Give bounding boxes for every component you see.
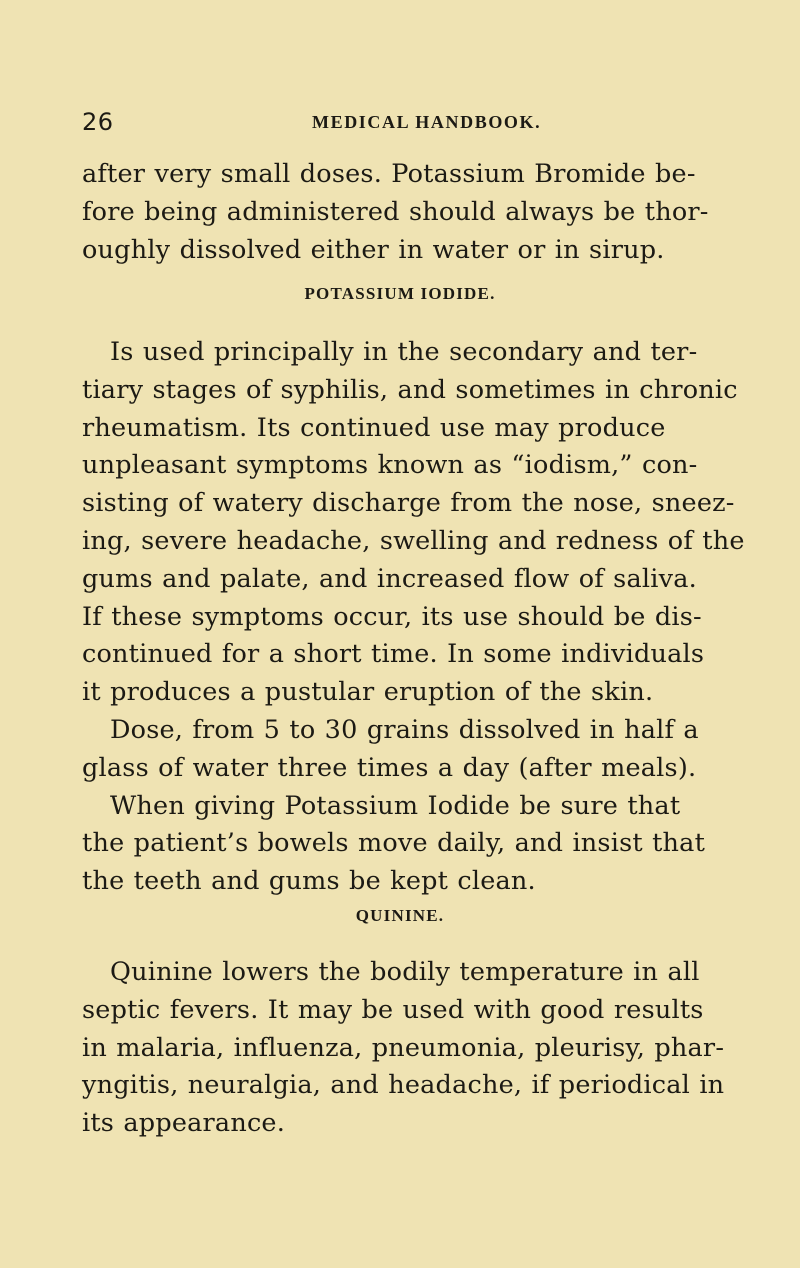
text-line: the patient’s bowels move daily, and insist that bbox=[82, 828, 706, 859]
text-line: septic fevers. It may be used with good results bbox=[82, 994, 704, 1025]
text-line: continued for a short time. In some individuals bbox=[82, 639, 705, 670]
text-line: after very small doses. Potassium Bromide be- bbox=[82, 159, 696, 189]
text-line: it produces a pustular eruption of the skin. bbox=[82, 677, 654, 708]
quinine-body bbox=[82, 954, 725, 1143]
page-number: 26 bbox=[82, 108, 114, 136]
text-line: Quinine lowers the bodily temperature in all bbox=[110, 957, 700, 987]
text-line: the teeth and gums be kept clean. bbox=[82, 866, 536, 897]
text-line: ing, severe headache, swelling and redness of the bbox=[82, 525, 745, 556]
running-head: MEDICAL HANDBOOK. bbox=[312, 112, 542, 132]
intro-paragraph bbox=[82, 156, 722, 269]
text-line: gums and palate, and increased flow of saliva. bbox=[82, 563, 697, 594]
text-line: When giving Potassium Iodide be sure that bbox=[110, 790, 681, 821]
text-line: Dose, from 5 to 30 grains dissolved in half a bbox=[110, 714, 699, 745]
text-line: tiary stages of syphilis, and sometimes in chronic bbox=[82, 374, 738, 405]
text-line: If these symptoms occur, its use should be dis- bbox=[82, 601, 702, 632]
text-line: Is used principally in the secondary and ter- bbox=[110, 337, 698, 367]
text-line: its appearance. bbox=[82, 1108, 286, 1139]
section-heading-potassium-iodide: POTASSIUM IODIDE. bbox=[304, 284, 496, 303]
section-heading-quinine: QUININE. bbox=[355, 906, 445, 925]
text-line: fore being administered should always be thor- bbox=[82, 196, 709, 227]
text-line: yngitis, neuralgia, and headache, if periodical in bbox=[82, 1070, 725, 1101]
text-line: rheumatism. Its continued use may produce bbox=[82, 412, 666, 443]
text-line: in malaria, influenza, pneumonia, pleurisy, phar- bbox=[82, 1032, 725, 1063]
potassium-iodide-body bbox=[82, 334, 745, 901]
page-header bbox=[0, 102, 800, 142]
text-line: sisting of watery discharge from the nose, sneez- bbox=[82, 488, 735, 519]
text-line: oughly dissolved either in water or in sirup. bbox=[82, 234, 665, 265]
text-line: glass of water three times a day (after meals). bbox=[82, 752, 697, 783]
text-line: unpleasant symptoms known as “iodism,” con- bbox=[82, 450, 698, 481]
